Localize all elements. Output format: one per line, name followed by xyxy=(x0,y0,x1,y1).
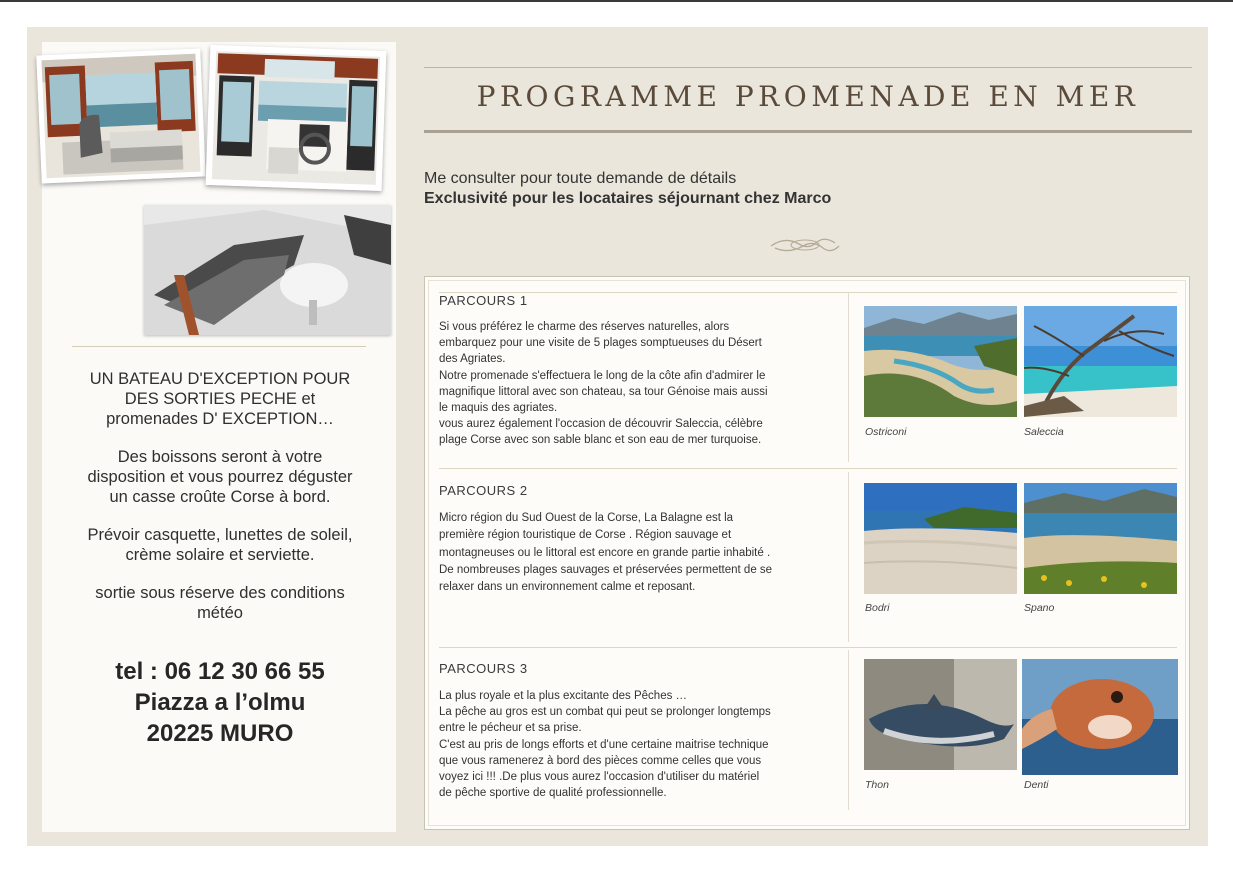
contact-block xyxy=(60,656,380,749)
thon-caption: Thon xyxy=(865,779,889,791)
column-divider-3 xyxy=(848,650,849,810)
parcours-1-heading: PARCOURS 1 xyxy=(439,293,528,308)
parcours-divider-1 xyxy=(439,468,1177,469)
sidebar-text xyxy=(70,369,370,641)
title-rule-bottom xyxy=(424,130,1192,133)
spano-photo xyxy=(1024,483,1177,594)
address-line-2: 20225 MURO xyxy=(146,720,294,747)
ornament-icon xyxy=(765,234,845,256)
parcours-3-text: La plus royale et la plus excitante des Pêches … La pêche au gros est un combat qui peut se prolonger longtemps entre le pécheur et sa prise. C'est au pris de longs efforts et d'une certaine maitrise technique que vous ramenerez à bord des pièces comme celles que vous voyez ici !!! .De plus vous aurez l'occasion d'utiliser du matériel de pêche sportive de qualité professionnelle. xyxy=(439,690,771,800)
parcours-top-rule xyxy=(439,292,1177,293)
intro-contact-line: Me consulter pour toute demande de détails xyxy=(424,170,737,187)
left-divider xyxy=(72,346,366,347)
address-line-1: Piazza a l’olmu xyxy=(134,689,306,716)
parcours-2-text: Micro région du Sud Ouest de la Corse, La Balagne est la première région touristique de Corse . Région sauvage et montagneuses ou le littoral est encore en grande partie inhabité . De nombreuses plages sauvages et préservées permettent de se relaxer dans un environnement calme et reposant. xyxy=(439,512,773,594)
thon-photo xyxy=(864,659,1017,770)
column-divider-2 xyxy=(848,472,849,642)
denti-caption: Denti xyxy=(1024,779,1049,791)
bodri-photo xyxy=(864,483,1017,594)
top-border xyxy=(0,0,1233,2)
bodri-caption: Bodri xyxy=(865,602,890,614)
sidebar-weather: sortie sous réserve des conditions météo xyxy=(95,584,345,622)
saleccia-photo xyxy=(1024,306,1177,417)
sidebar-headline: UN BATEAU D'EXCEPTION POUR DES SORTIES PECHE et promenades D' EXCEPTION… xyxy=(89,370,351,428)
ostriconi-photo xyxy=(864,306,1017,417)
boat-deck-photo xyxy=(144,205,391,335)
title-rule-top xyxy=(424,67,1192,68)
saleccia-caption: Saleccia xyxy=(1024,426,1064,438)
spano-caption: Spano xyxy=(1024,602,1055,614)
sidebar-gear: Prévoir casquette, lunettes de soleil, crème solaire et serviette. xyxy=(87,526,353,564)
boat-cabin-photo-1 xyxy=(36,48,205,183)
intro-exclusivity-line: Exclusivité pour les locataires séjournant chez Marco xyxy=(424,190,832,207)
denti-photo xyxy=(1022,659,1178,775)
boat-helm-photo xyxy=(206,45,387,191)
parcours-1-text: Si vous préférez le charme des réserves naturelles, alors embarquez pour une visite de 5 plages somptueuses du Désert des Agriates. Notre promenade s'effectuera le long de la côte afin d'admirer le magnifique littoral avec son chateau, sa tour Génoise mais aussi le maquis des agriates. vous aurez également l'occasion de découvrir Saleccia, célèbre plage Corse avec son sable blanc et son eau de mer turquoise. xyxy=(439,321,768,447)
ostriconi-caption: Ostriconi xyxy=(865,426,907,438)
page-title: PROGRAMME PROMENADE EN MER xyxy=(476,80,1140,113)
column-divider-1 xyxy=(848,292,849,462)
parcours-2-heading: PARCOURS 2 xyxy=(439,483,528,498)
sidebar-drinks: Des boissons seront à votre disposition et vous pourrez déguster un casse croûte Corse à bord. xyxy=(87,448,353,506)
parcours-divider-2 xyxy=(439,647,1177,648)
phone-number: tel : 06 12 30 66 55 xyxy=(115,658,325,685)
parcours-3-heading: PARCOURS 3 xyxy=(439,661,528,676)
